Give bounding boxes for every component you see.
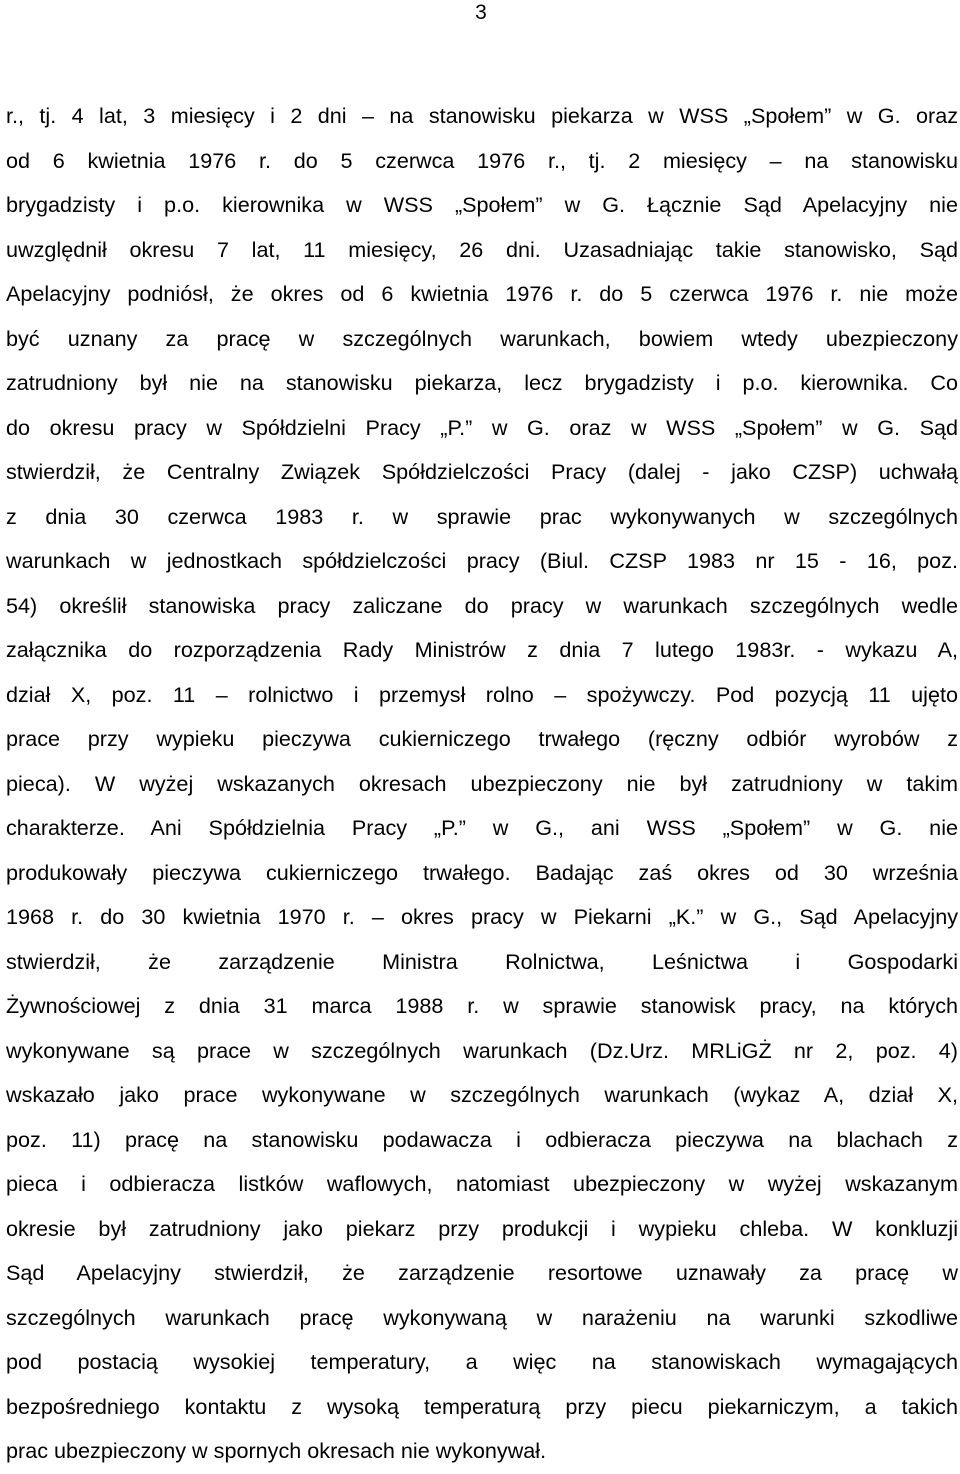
text-line: do okresu pracy w Spółdzielni Pracy „P.” w G. oraz w WSS „Społem” w G. Sąd	[6, 414, 958, 440]
text-line: produkowały pieczywa cukierniczego trwałego. Badając zaś okres od 30 września	[6, 859, 958, 885]
text-line: pieca i odbieracza listków waflowych, natomiast ubezpieczony w wyżej wskazanym	[6, 1171, 958, 1196]
text-line: pieca). W wyżej wskazanych okresach ubezpieczony nie był zatrudniony w takim	[6, 770, 958, 796]
text-line: Sąd Apelacyjny stwierdził, że zarządzenie resortowe uznawały za pracę w	[6, 1260, 958, 1285]
text-line-last: prac ubezpieczony w spornych okresach nie wykonywał.	[6, 1438, 547, 1463]
text-line: warunkach w jednostkach spółdzielczości pracy (Biul. CZSP 1983 nr 15 - 16, poz.	[6, 548, 958, 573]
text-line: okresie był zatrudniony jako piekarz przy produkcji i wypieku chleba. W konkluzji	[6, 1215, 958, 1241]
text-line: szczególnych warunkach pracę wykonywaną w narażeniu na warunki szkodliwe	[6, 1304, 958, 1330]
body-text	[6, 94, 958, 1474]
text-line: od 6 kwietnia 1976 r. do 5 czerwca 1976 r., tj. 2 miesięcy – na stanowisku	[6, 147, 958, 173]
text-line: r., tj. 4 lat, 3 miesięcy i 2 dni – na stanowisku piekarza w WSS „Społem” w G. oraz	[6, 103, 958, 128]
text-line: dział X, poz. 11 – rolnictwo i przemysł rolno – spożywczy. Pod pozycją 11 ujęto	[6, 681, 958, 707]
text-line: pod postacią wysokiej temperatury, a więc na stanowiskach wymagających	[6, 1349, 958, 1374]
text-line: być uznany za pracę w szczególnych warunkach, bowiem wtedy ubezpieczony	[6, 325, 958, 351]
text-line: uwzględnił okresu 7 lat, 11 miesięcy, 26 dni. Uzasadniając takie stanowisko, Sąd	[6, 236, 958, 262]
text-line: 54) określił stanowiska pracy zaliczane do pracy w warunkach szczególnych wedle	[6, 592, 958, 618]
text-line: Żywnościowej z dnia 31 marca 1988 r. w sprawie stanowisk pracy, na których	[6, 993, 958, 1018]
text-line: prace przy wypieku pieczywa cukierniczego trwałego (ręczny odbiór wyrobów z	[6, 726, 958, 751]
text-line: poz. 11) pracę na stanowisku podawacza i odbieracza pieczywa na blachach z	[6, 1126, 958, 1152]
text-line: wykonywane są prace w szczególnych warunkach (Dz.Urz. MRLiGŻ nr 2, poz. 4)	[6, 1037, 958, 1063]
text-line: wskazało jako prace wykonywane w szczególnych warunkach (wykaz A, dział X,	[6, 1082, 958, 1107]
text-line: bezpośredniego kontaktu z wysoką temperaturą przy piecu piekarniczym, a takich	[6, 1393, 958, 1419]
page-number	[0, 0, 960, 26]
text-line: załącznika do rozporządzenia Rady Ministrów z dnia 7 lutego 1983r. - wykazu A,	[6, 637, 958, 662]
text-line: z dnia 30 czerwca 1983 r. w sprawie prac wykonywanych w szczególnych	[6, 503, 958, 529]
text-line: charakterze. Ani Spółdzielnia Pracy „P.” w G., ani WSS „Społem” w G. nie	[6, 815, 958, 840]
text-line: 1968 r. do 30 kwietnia 1970 r. – okres pracy w Piekarni „K.” w G., Sąd Apelacyjny	[6, 904, 958, 929]
text-line: brygadzisty i p.o. kierownika w WSS „Społem” w G. Łącznie Sąd Apelacyjny nie	[6, 192, 958, 217]
page-number-label: 3	[475, 1, 487, 24]
text-line: stwierdził, że Centralny Związek Spółdzielczości Pracy (dalej - jako CZSP) uchwałą	[6, 459, 958, 484]
text-line: stwierdził, że zarządzenie Ministra Rolnictwa, Leśnictwa i Gospodarki	[6, 948, 958, 974]
text-line: Apelacyjny podniósł, że okres od 6 kwietnia 1976 r. do 5 czerwca 1976 r. nie może	[6, 281, 958, 306]
text-line: zatrudniony był nie na stanowisku piekarza, lecz brygadzisty i p.o. kierownika. Co	[6, 370, 958, 395]
